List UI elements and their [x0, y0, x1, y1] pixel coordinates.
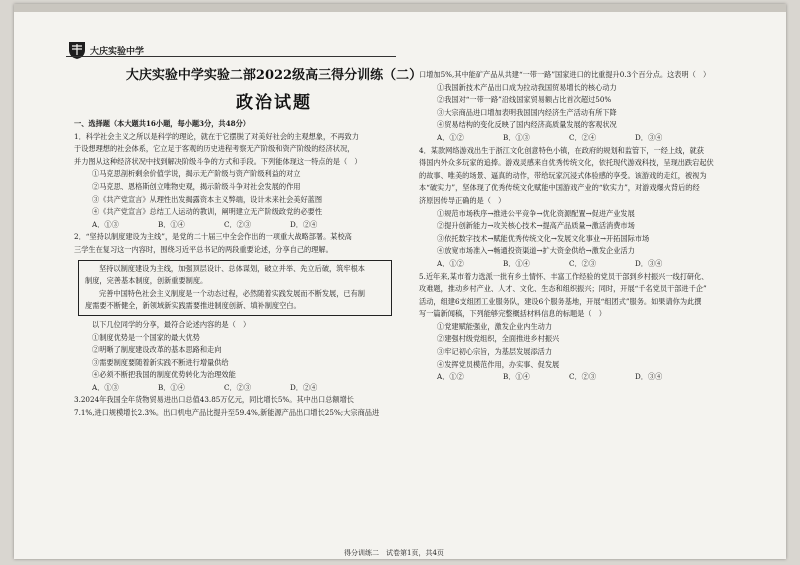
- q4-option: ③依托数字技术→赋能优秀传统文化→发展文化事业→开拓国际市场: [437, 233, 650, 243]
- section-heading: 一、选择题（本大题共16小题，每小题3分，共48分）: [74, 119, 250, 128]
- q4-text: 济原因传导正确的是（ ）: [419, 195, 506, 205]
- choice-c: C．②③: [569, 258, 597, 268]
- choice-b: B．①④: [503, 372, 530, 382]
- choice-b: B．①④: [158, 219, 185, 229]
- choice-d: D．③④: [635, 258, 663, 268]
- q1-option: ④《共产党宣言》总结工人运动的教训，阐明建立无产阶级政党的必要性: [92, 207, 323, 217]
- q5-text: 写一篇新闻稿，下列能够完整概括材料信息的标题是（ ）: [419, 309, 606, 319]
- q5-option: ②建强村级党组织，全面推进乡村振兴: [437, 334, 560, 344]
- quote-line: 坚持以制度建设为主线，加强顶层设计、总体谋划，破立并举、先立后破，筑牢根本: [99, 263, 365, 273]
- header-divider: [66, 56, 396, 57]
- q2-option: ①制度优势是一个国家的最大优势: [92, 332, 200, 342]
- choice-d: D．③④: [635, 372, 663, 382]
- right-column: [419, 69, 759, 384]
- page-footer: 得分训练二 试卷第1页，共4页: [344, 549, 444, 557]
- choice-c: C．②③: [569, 372, 597, 382]
- q3-option: ①我国新技术产品出口成为拉动我国贸易增长的核心动力: [437, 82, 617, 92]
- q4-choices: [419, 258, 759, 271]
- choice-a: A．①②: [437, 372, 464, 382]
- subject-title: 政治试题: [236, 93, 312, 113]
- q1-option: ①马克思剖析剩余价值学说，揭示无产阶级与资产阶级利益的对立: [92, 169, 301, 179]
- q1-choices: [74, 219, 409, 232]
- q2-text: 2．“坚持以制度建设为主线”，是党的二十届三中全会作出的一项重大战略部署。某校高: [74, 232, 352, 242]
- q3-choices: [419, 132, 759, 145]
- quote-line: 度需要不断健全，新领域新实践需要推进制度创新、填补制度空白。: [85, 301, 301, 311]
- choice-a: A．①②: [437, 258, 464, 268]
- q4-text: 的故事、唯美的场景、逼真的动作，带给玩家沉浸式体验感的享受。该游戏的走红，被视为: [419, 170, 707, 180]
- q2-option: ②明晰了制度建设改革的基本思路和走向: [92, 345, 222, 355]
- q1-text: 1．科学社会主义之所以是科学的理论，就在于它摆脱了对美好社会的主观想象，不再致力: [74, 131, 359, 141]
- q3-option: ②我国对“一带一路”沿线国家贸易额占比首次超过50%: [437, 95, 612, 105]
- choice-d: D．②④: [290, 219, 318, 229]
- q1-text: 并力图从这种经济状况中找到解决阶级斗争的方式和手段。下列能体现这一特点的是（ ）: [74, 156, 362, 166]
- scan-edge: [14, 4, 786, 12]
- q4-text: 4．某款网络游戏出生于浙江文化创意特色小镇，在政府的规划和监管下，一经上线，就获: [419, 145, 704, 155]
- q5-text: 攻难题，推动乡村产业、人才、文化、生态和组织振兴；同时，开展“千名党员干部进千企”: [419, 284, 707, 294]
- q1-text: 于设想理想的社会体系，它立足于客观的历史进程考察无产阶级和资产阶级的经济状况，: [74, 144, 355, 154]
- q3-text: 7.1%,进口规模增长2.3%。出口机电产品比提升至59.4%,新能源产品出口增长25%;大宗商品进: [74, 408, 380, 418]
- choice-a: A．①③: [92, 382, 119, 392]
- q2-text: 三学生在复习这一内容时，围绕习近平总书记的两段重要论述，分享自己的理解。: [74, 244, 333, 254]
- q2-prompt: 以下几位同学的分享，最符合论述内容的是（ ）: [92, 319, 251, 329]
- choice-d: D．②④: [290, 382, 318, 392]
- q5-option: ④发挥党员模范作用，办实事、促发展: [437, 359, 560, 369]
- choice-c: C．②④: [569, 132, 597, 142]
- q5-text: 5.近年来,某市着力选派一批有乡土情怀、丰富工作经验的党员干部到乡村振兴一线打研化、: [419, 271, 709, 281]
- q1-option: ②马克思、恩格斯创立唯物史观，揭示阶级斗争对社会发展的作用: [92, 181, 301, 191]
- quote-line: 制度，完善基本制度，创新重要制度。: [85, 276, 208, 286]
- q3-option: ③大宗商品进口增加表明我国国内经济生产活动有所下降: [437, 107, 617, 117]
- q5-option: ③牢记初心宗旨，为基层发展添活力: [437, 347, 553, 357]
- q4-text: 本“破实力”，坚体现了优秀传统文化赋能中国游戏产业的“软实力”，对游戏爆火背后的经: [419, 183, 700, 193]
- q2-quote-box: [78, 260, 392, 316]
- exam-paper: [14, 4, 786, 559]
- q2-option: ③需要制度要随着新实践不断进行增量供给: [92, 357, 229, 367]
- q3-option: ④贸易结构的变化反映了国内经济高质量发展的客观状况: [437, 120, 617, 130]
- q2-option: ④必须不断把我国的制度优势转化为治理效能: [92, 370, 236, 380]
- q4-text: 得国内外众多玩家的追捧。游戏灵感来自优秀传统文化，依托现代游戏科技，呈现出跌宕起伏: [419, 158, 714, 168]
- q4-option: ①规范市场秩序→推进公平竞争→优化资源配置→促进产业发展: [437, 208, 635, 218]
- q4-option: ④放宽市场准入→畅通投资渠道→扩大资金供给→激发企业活力: [437, 246, 635, 256]
- q4-option: ②提升创新能力→攻关核心技术→提高产品质量→激活消费市场: [437, 221, 635, 231]
- school-name: 大庆实验中学: [90, 47, 145, 57]
- choice-a: A．①②: [437, 132, 464, 142]
- q3-text-cont: 口增加5%,其中能矿产品从共建“一带一路”国家进口的比重提升0.3个百分点。这表明（ ）: [419, 70, 711, 79]
- exam-title: 大庆实验中学实验二部2022级高三得分训练（二）: [125, 68, 423, 83]
- choice-a: A．①③: [92, 219, 119, 229]
- quote-line: 完善中国特色社会主义制度是一个动态过程，必然随着实践发展而不断发展，已有制: [99, 288, 365, 298]
- choice-c: C．②③: [224, 219, 252, 229]
- choice-b: B．①③: [503, 132, 530, 142]
- q5-choices: [419, 371, 759, 384]
- choice-d: D．③④: [635, 132, 663, 142]
- choice-c: C．②③: [224, 382, 252, 392]
- q1-option: ③《共产党宣言》从理性出发揭露资本主义弊端，设计未来社会美好蓝图: [92, 194, 323, 204]
- choice-b: B．①④: [503, 258, 530, 268]
- choice-b: B．①④: [158, 382, 185, 392]
- left-column: [74, 118, 409, 420]
- q3-text: 3.2024年我国全年货物贸易进出口总值43.85万亿元，同比增长5%。其中出口总额增长: [74, 395, 354, 405]
- q2-choices: [74, 382, 409, 395]
- q5-option: ①党建赋能强业，激发企业内生动力: [437, 321, 553, 331]
- q5-text: 活动，组建6支组团工业服务队，建设6个服务基地，开展“组团式”服务。如果请你为此撰: [419, 296, 702, 306]
